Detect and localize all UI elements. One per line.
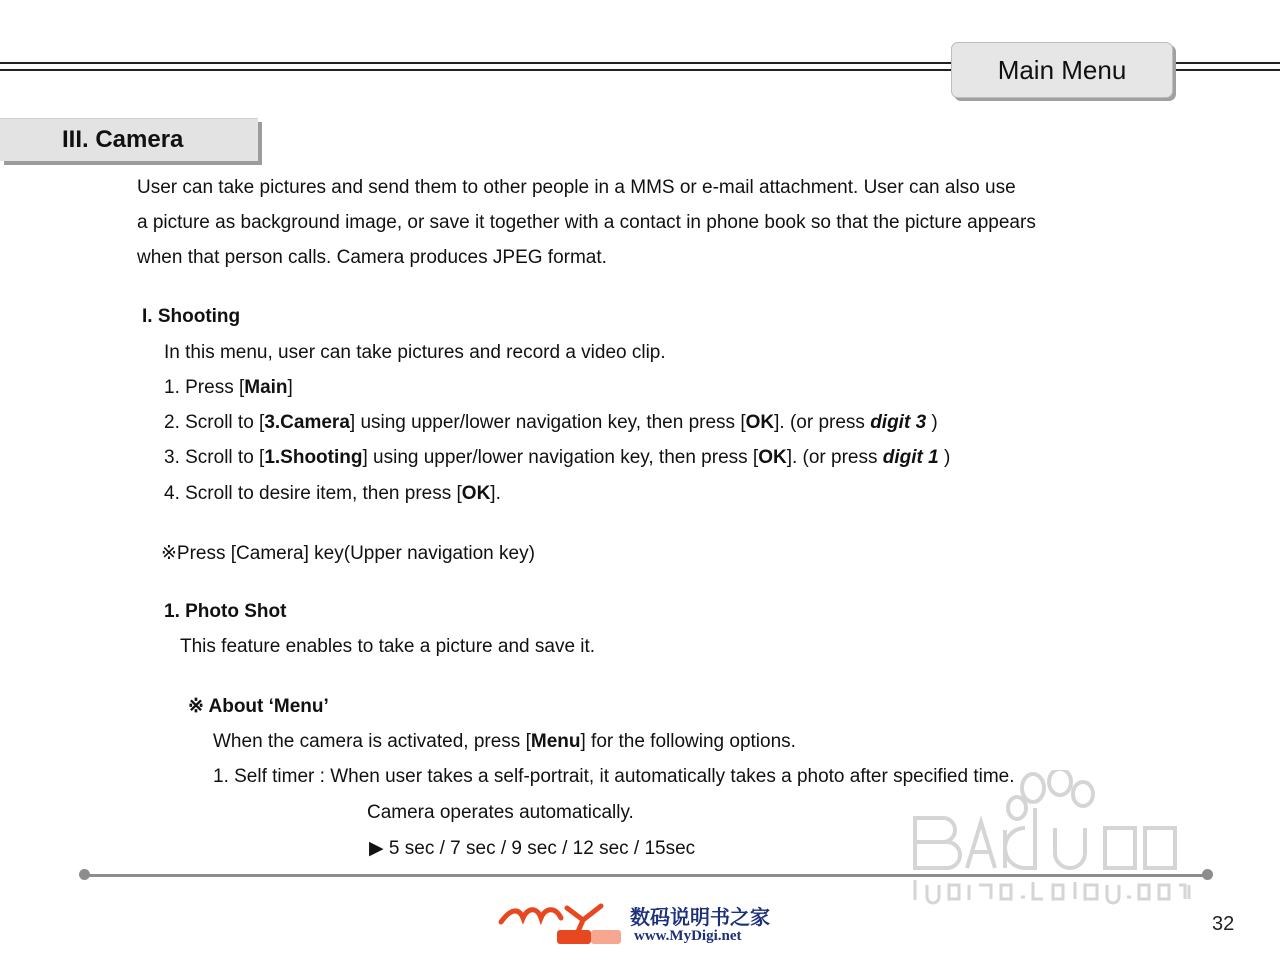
mydigi-logo: [497, 898, 787, 948]
my-logo-icon: [497, 898, 627, 948]
about-menu-heading: ※ About ‘Menu’: [188, 696, 329, 717]
shooting-heading: I. Shooting: [142, 306, 241, 327]
step-2: 2. Scroll to [3.Camera] using upper/lower navigation key, then press [OK]. (or press digit 3 ): [164, 412, 938, 433]
baidu-watermark-icon: [905, 770, 1205, 910]
step-3: 3. Scroll to [1.Shooting] using upper/lower navigation key, then press [OK]. (or press digit 1 ): [164, 447, 951, 468]
page-number: 32: [1212, 913, 1235, 935]
intro-line-1: User can take pictures and send them to other people in a MMS or e-mail attachment. User can also use: [137, 177, 1016, 198]
main-menu-tab: Main Menu: [951, 42, 1173, 98]
logo-chinese-text: 数码说明书之家: [630, 905, 770, 929]
triangle-arrow-icon: ▶: [369, 838, 384, 859]
self-timer-line: 1. Self timer : When user takes a self-portrait, it automatically takes a photo after specified time.: [213, 766, 1015, 787]
step-4: 4. Scroll to desire item, then press [OK].: [164, 483, 501, 504]
about-menu-line: When the camera is activated, press [Menu] for the following options.: [213, 731, 796, 752]
photo-shot-description: This feature enables to take a picture and save it.: [180, 636, 596, 657]
camera-key-note: ※Press [Camera] key(Upper navigation key): [161, 543, 535, 564]
photo-shot-heading: 1. Photo Shot: [164, 601, 287, 622]
bottom-rule-left-dot: [79, 869, 90, 880]
bottom-rule: [84, 874, 1208, 877]
bottom-rule-right-dot: [1202, 869, 1213, 880]
section-title: III. Camera: [0, 118, 258, 161]
top-rule-left: [0, 60, 960, 74]
logo-url-text: www.MyDigi.net: [634, 928, 742, 944]
top-rule-right: [1173, 60, 1280, 74]
intro-line-3: when that person calls. Camera produces JPEG format.: [137, 247, 607, 268]
step-1: 1. Press [Main]: [164, 377, 293, 398]
intro-line-2: a picture as background image, or save it together with a contact in phone book so that the picture appears: [137, 212, 1036, 233]
shooting-description: In this menu, user can take pictures and record a video clip.: [164, 342, 666, 363]
self-timer-continued: Camera operates automatically.: [367, 802, 634, 823]
self-timer-options: ▶ 5 sec / 7 sec / 9 sec / 12 sec / 15sec: [369, 838, 696, 859]
